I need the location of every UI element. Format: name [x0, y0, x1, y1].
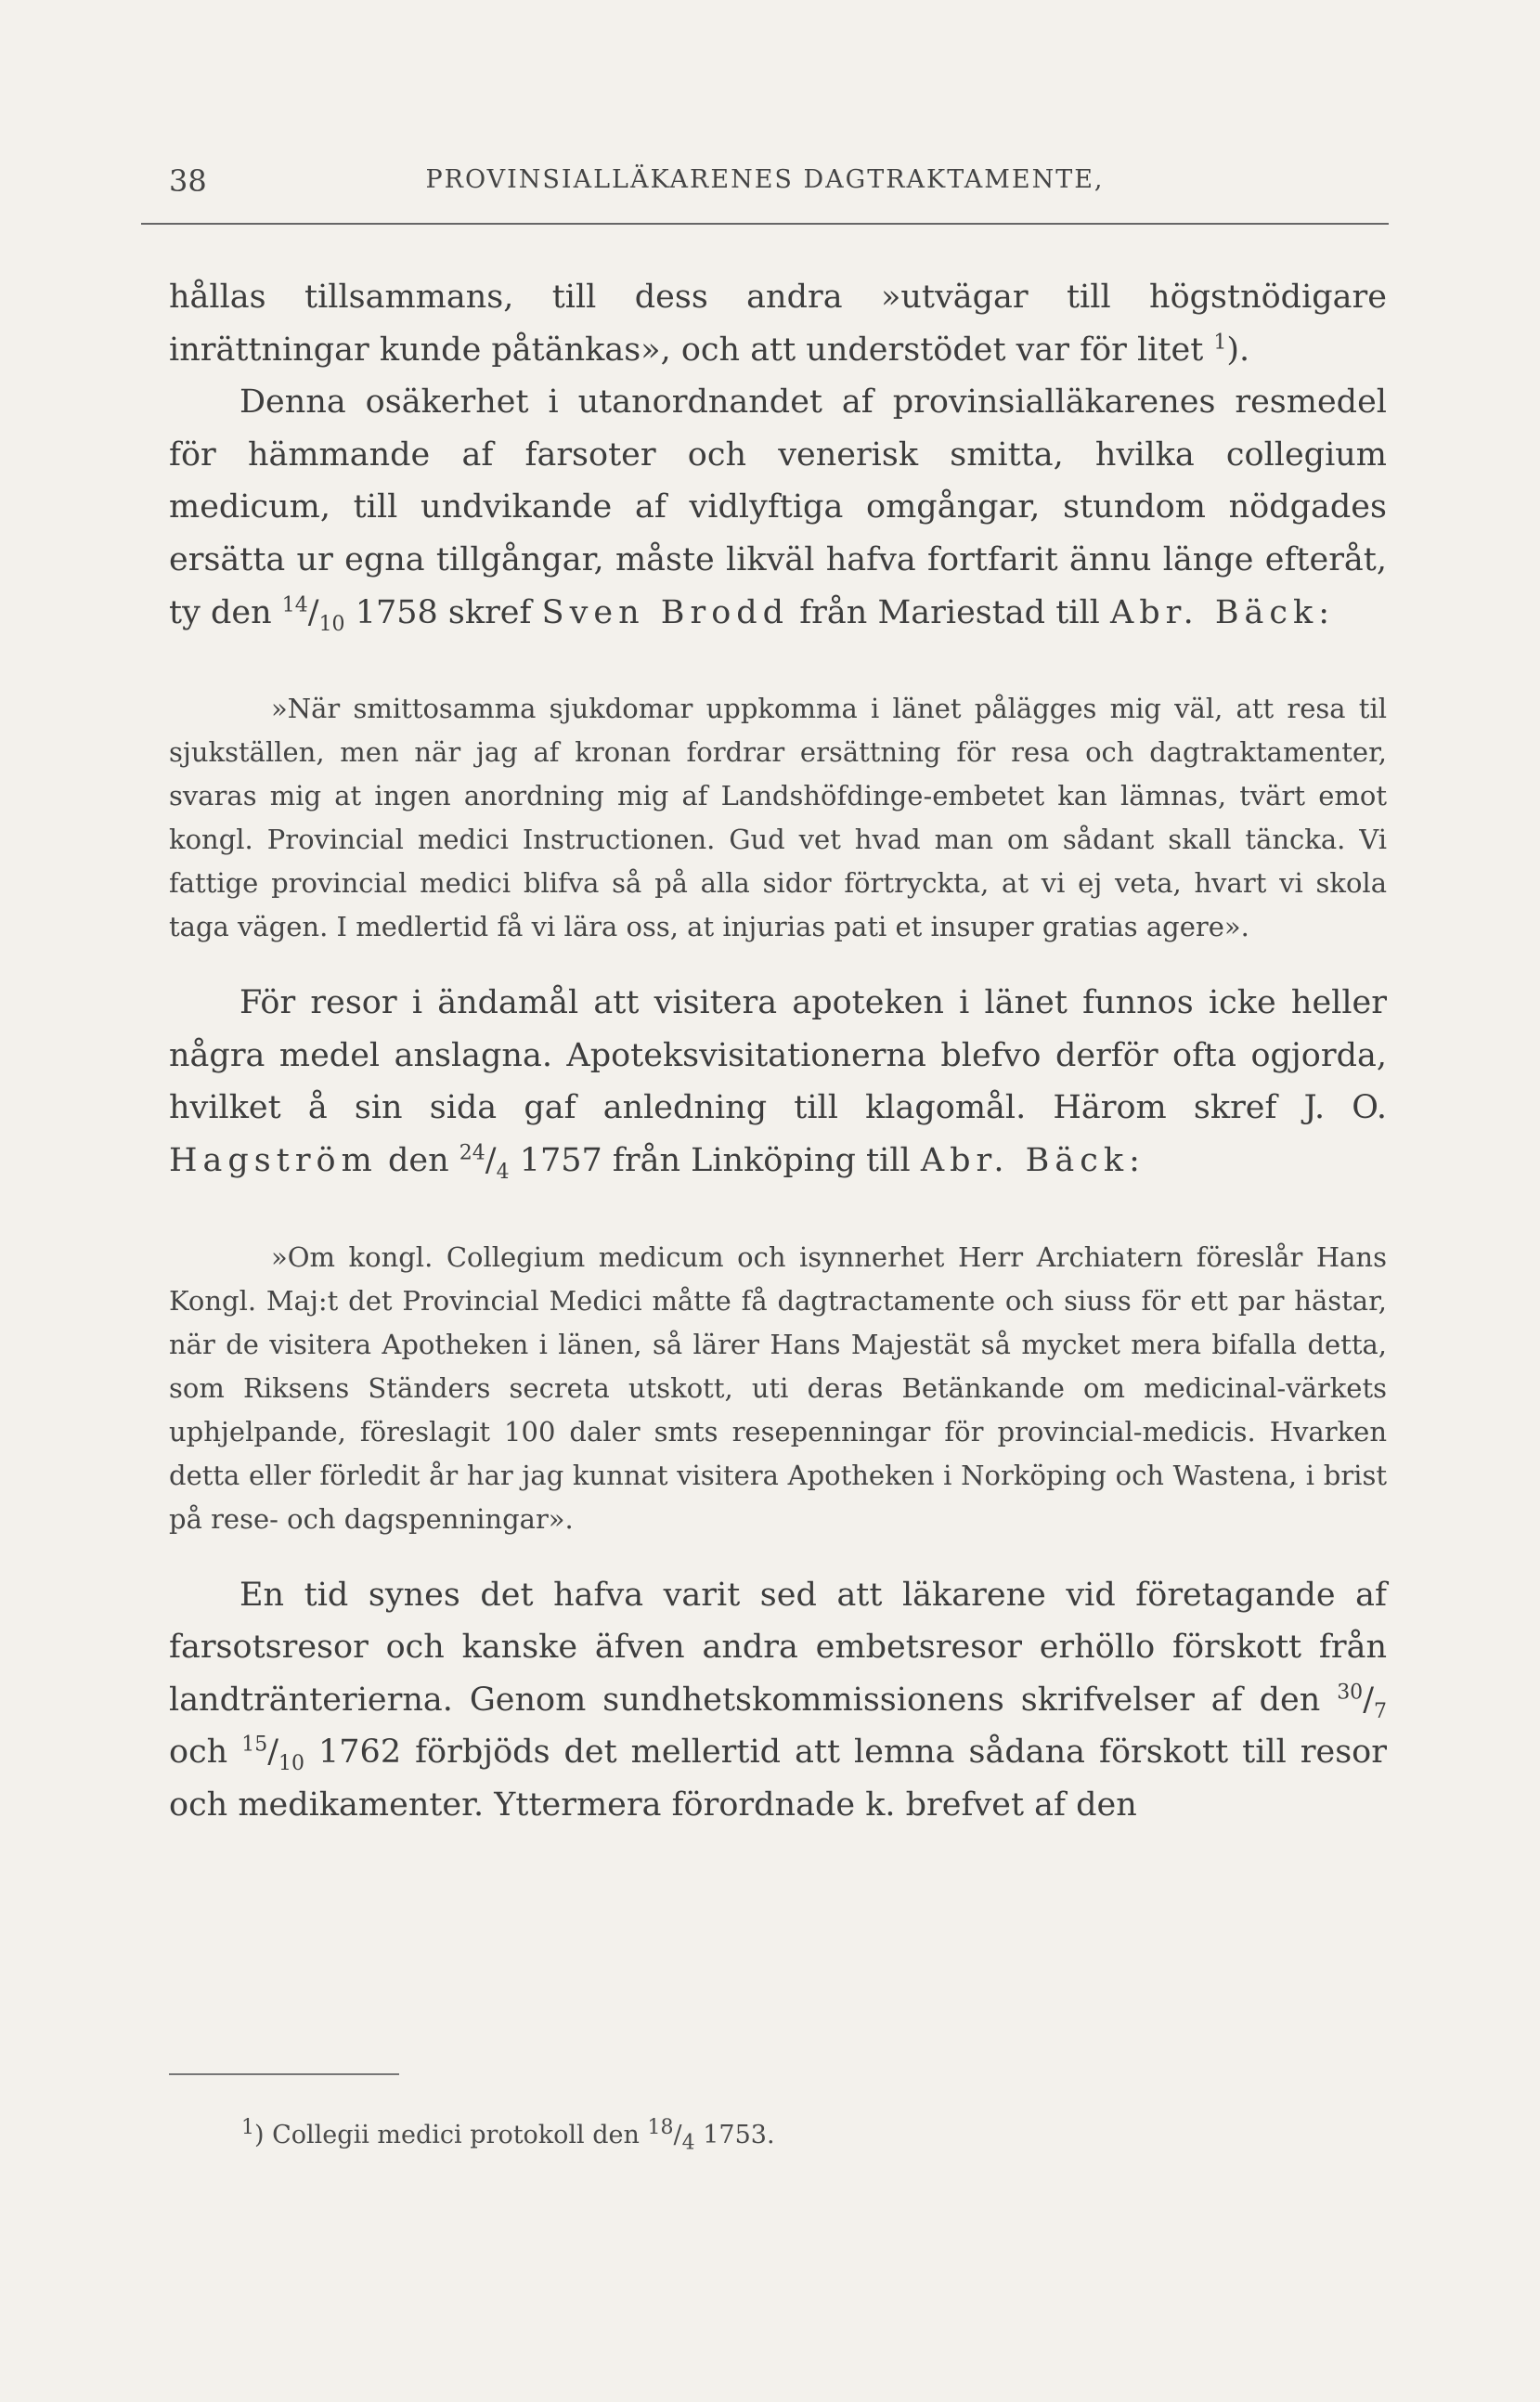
quotation-1: »När smittosamma sjukdomar uppkomma i länet pålägges mig väl, att resa til sjukställen, men när jag af kronan fordrar ersättning för resa och dagtraktamenter, svaras mig at ingen anordning mig af Landshöfdinge-embetet kan lämnas, tvärt emot kongl. Provincial medici Instructionen. Gud vet hvad man om sådant skall täncka. Vi fattige provincial medici blifva så på alla sidor förtryckta, at vi ej veta, hvart vi skola taga vägen. I medlertid få vi lära oss, at injurias pati et insuper gratias agere».	[169, 693, 1387, 943]
paragraph-text: En tid synes det hafva varit sed att läkarene vid företagande af farsotsresor och kanske äfven andra embetsresor erhöllo förskott från landtränterierna. Genom sundhetskommissionens skrifvelser af den	[169, 1576, 1387, 1719]
footnote-text: 1753.	[703, 2121, 775, 2149]
quotation-2: »Om kongl. Collegium medicum och isynnerhet Herr Archiatern föreslår Hans Kongl. Maj:t det Provincial Medici måtte få dagtractamente och siuss för ett par hästar, när de visitera Apotheken i länen, så lärer Hans Majestät så mycket mera bifalla detta, som Riksens Ständers secreta utskott, uti deras Betänkande om medicinal-värkets uphjelpande, föreslagit 100 daler smts resepenningar för provincial-medicis. Hvarken detta eller förledit år har jag kunnat visitera Apotheken i Norköping och Wastena, i brist på rese- och dagspenningar».	[169, 1240, 1387, 1535]
person-name: Abr. Bäck	[1110, 593, 1319, 631]
paragraph-text: 1757 från Linköping till	[519, 1141, 911, 1179]
date-day: 18	[647, 2116, 674, 2139]
paragraph-text: ).	[1226, 331, 1250, 369]
page-header	[141, 156, 1389, 212]
person-name: Abr. Bäck	[920, 1141, 1130, 1179]
paragraph-text: och	[169, 1733, 228, 1772]
paragraph-text: För resor i ändamål att visitera apoteken i länet funnos icke heller några medel anslagna. Apoteksvisitationerna blefvo derför ofta ogjorda, hvilket å sin sida gaf anledning till klagomål. Härom skref J. O.	[169, 984, 1387, 1127]
footnote-text: ) Collegii medici protokoll den	[254, 2121, 640, 2149]
person-name: Sven Brodd	[541, 593, 790, 631]
paragraph-4: En tid synes det hafva varit sed att läkarene vid företagande af farsotsresor och kanske äfven andra embetsresor erhöllo förskott från landtränterierna. Genom sundhetskommissionens skrifvelser af den $^{30}/_7$ och $^{15}/_{10}$ 1762 förbjöds det mellertid att lemna sådana förskott till resor och medikamenter. Yttermera förordnade k. brefvet af den	[169, 1576, 1387, 1824]
date-month: 4	[496, 1160, 510, 1184]
date-day: 15	[241, 1733, 268, 1757]
date-month: 10	[278, 1752, 305, 1776]
body-text	[169, 271, 1387, 1832]
paragraph-text: från Mariestad till	[799, 593, 1100, 631]
paragraph-text: den	[387, 1141, 449, 1179]
footnote-rule	[169, 2073, 399, 2075]
header-rule	[141, 223, 1389, 225]
paragraph-text: 1762 förbjöds det mellertid att lemna sådana förskott till resor och medikamenter. Yttermera förordnade k. brefvet af den	[169, 1733, 1387, 1824]
date-day: 24	[459, 1141, 485, 1165]
date-day: 14	[281, 592, 308, 617]
paragraph-text: :	[1129, 1141, 1140, 1179]
paragraph-1	[169, 271, 1387, 376]
paragraph-3: För resor i ändamål att visitera apoteken i länet funnos icke heller några medel anslagna. Apoteksvisitationerna blefvo derför ofta ogjorda, hvilket å sin sida gaf anledning till klagomål. Härom skref J. O. Hagström den $^{24}/_4$ 1757 från Linköping till Abr. Bäck:	[169, 984, 1387, 1184]
date-month: 4	[681, 2131, 695, 2155]
running-title: PROVINSIALLÄKARENES DAGTRAKTAMENTE,	[425, 165, 1105, 194]
paragraph-text: hållas tillsammans, till dess andra »utvägar till högstnödigare inrättningar kunde påtänkas», och att understödet var för litet	[169, 279, 1387, 369]
footnote: $^1$) Collegii medici protokoll den $^{18}/_4$ 1753.	[241, 2116, 775, 2155]
date-month: 7	[1373, 1699, 1387, 1723]
paragraph-text: :	[1318, 593, 1330, 631]
footnote-ref: 1	[1213, 330, 1227, 354]
date-month: 10	[318, 612, 345, 636]
person-name: Hagström	[169, 1141, 378, 1179]
date-day: 30	[1337, 1681, 1364, 1705]
paragraph-2: Denna osäkerhet i utanordnandet af provinsialläkarenes resmedel för hämmande af farsoter och venerisk smitta, hvilka collegium medicum, till undvikande af vidlyftiga omgångar, stundom nödgades ersätta ur egna tillgångar, måste likväl hafva fortfarit ännu länge efteråt, ty den $^{14}/_{10}$ 1758 skref Sven Brodd från Mariestad till Abr. Bäck:	[169, 383, 1387, 636]
page-number: 38	[169, 163, 207, 199]
footnote-mark: 1	[241, 2116, 254, 2139]
paragraph-text: 1758 skref	[355, 593, 532, 631]
paragraph-text: Denna osäkerhet i utanordnandet af provinsialläkarenes resmedel för hämmande af farsoter och venerisk smitta, hvilka collegium medicum, till undvikande af vidlyftiga omgångar, stundom nödgades ersätta ur egna tillgångar, måste likväl hafva fortfarit ännu länge efteråt, ty den	[169, 383, 1387, 631]
